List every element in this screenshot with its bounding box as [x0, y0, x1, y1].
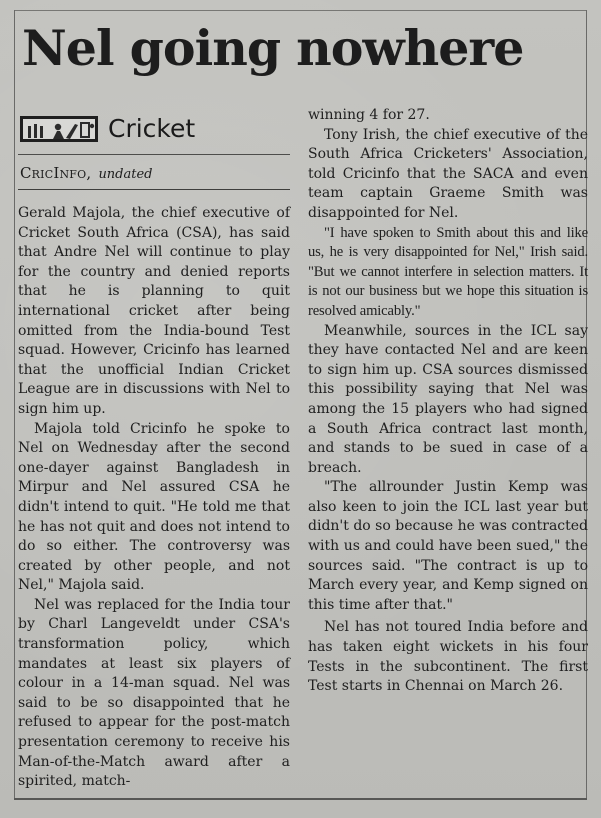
publish-date: undated	[98, 167, 153, 182]
top-rule	[14, 10, 587, 11]
article-paragraph: "The allrounder Justin Kemp was also keen to join the ICL last year but didn't do so because he was contracted with us and could have been sued," the sources said. "The contract is up to March every year, and Kemp signed on this time after that."	[308, 479, 588, 613]
article-paragraph: Majola told Cricinfo he spoke to Nel on Wednesday after the second one-dayer against Bangladesh in Mirpur and Nel assured CSA he didn't intend to quit. "He told me that he has not quit and does not intend to do so either. The controversy was created by other people, and not Nel," Majola said.	[18, 420, 290, 594]
section-label: Cricket	[108, 114, 196, 143]
left-column	[18, 104, 290, 794]
article-paragraph: winning 4 for 27.	[308, 107, 430, 123]
right-article-body	[308, 106, 588, 697]
byline-divider	[18, 189, 290, 190]
article-paragraph: Nel was replaced for the India tour by Charl Langeveldt under CSA's transformation policy, which mandates at least six players of colour in a 14-man squad. Nel was said to be so disappointed that he refused to appear for the post-match presentation ceremony to receive his Man-of-the-Match award after a spirited, match-	[18, 596, 290, 790]
article-headline: Nel going nowhere	[22, 19, 524, 77]
article-paragraph: Meanwhile, sources in the ICL say they have contacted Nel and are keen to sign him up. CSA sources dismissed this possibility saying that Nel was among the 15 players who had signed a South Africa contract last month, and stands to be sued in case of a breach.	[308, 322, 588, 476]
article-paragraph: Tony Irish, the chief executive of the South Africa Cricketers' Association, told Cricinfo that the SACA and even team captain Graeme Smith was disappointed for Nel.	[308, 126, 588, 221]
bottom-rule	[14, 798, 587, 800]
byline	[20, 164, 153, 184]
section-divider	[18, 154, 290, 155]
article-columns	[18, 104, 588, 794]
left-article-body	[18, 204, 290, 792]
article-paragraph: Nel has not toured India before and has taken eight wickets in his four Tests in the subcontinent. The first Test starts in Chennai on March 26.	[308, 619, 588, 695]
section-header	[18, 112, 290, 146]
article-paragraph: Gerald Majola, the chief executive of Cricket South Africa (CSA), has said that Andre Nel will continue to play for the country and denied reports that he is planning to quit international cricket after being omitted from the India-bound Test squad. However, Cricinfo has learned that the unofficial Indian Cricket League are in discussions with Nel to sign him up.	[18, 205, 290, 417]
article-paragraph: "I have spoken to Smith about this and like us, he is very disappointed for Nel," Irish said. "But we cannot interfere in selection matters. It is not our business but we hope this situation is resolved amicably."	[308, 224, 588, 319]
left-border-line	[14, 10, 15, 800]
cricket-logo-icon	[20, 114, 98, 144]
right-column	[308, 104, 588, 794]
source-name: CricInfo,	[20, 164, 92, 182]
